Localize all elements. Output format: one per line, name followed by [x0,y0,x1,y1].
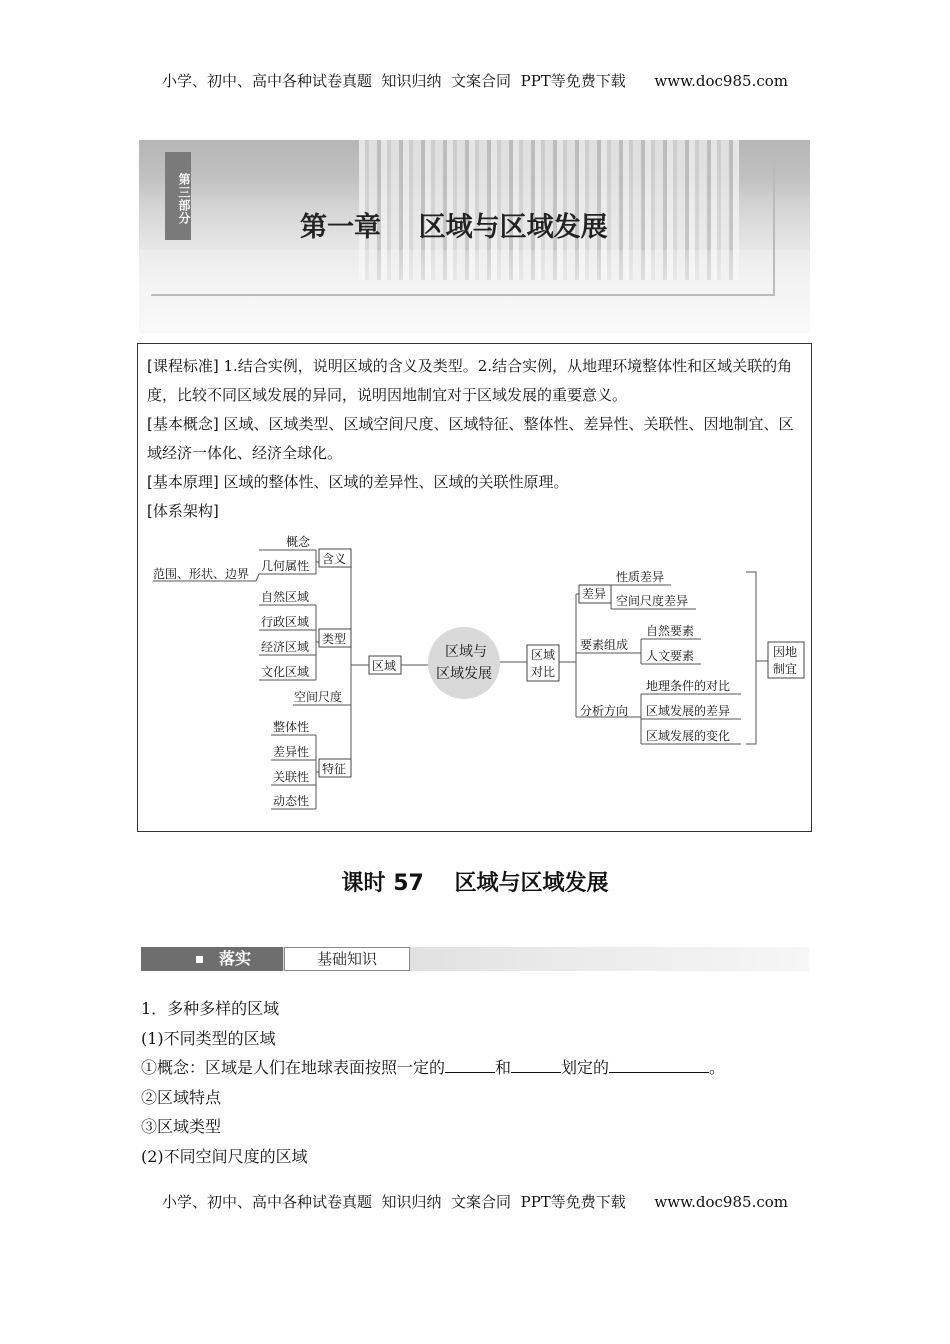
node-type-4: 文化区域 [261,665,310,679]
node-analysis: 分析方向 [580,704,629,718]
para-2-b: 和 [495,1058,512,1078]
section-dark-label: 落实 [219,949,252,968]
node-features: 特征 [322,762,347,776]
node-type-3: 经济区域 [261,640,310,654]
node-compare-1: 区域 [531,648,556,662]
node-meaning: 含义 [322,552,347,566]
page-header: 小学、初中、高中各种试卷真题 知识归纳 文案合同 PPT等免费下载 www.doc985.com [161,72,788,90]
page-footer: 小学、初中、高中各种试卷真题 知识归纳 文案合同 PPT等免费下载 www.doc985.com [161,1193,788,1211]
concept-text: 区域、区域类型、区域空间尺度、区域特征、整体性、差异性、关联性、因地制宜、区域经济一体化、经济全球化。 [147,415,794,462]
node-difference: 差异 [582,587,607,601]
para-5: (2)不同空间尺度的区域 [141,1146,308,1166]
concept-map [138,344,813,833]
curriculum-label: [课程标准] [147,357,219,375]
para-2-d: 。 [709,1058,726,1078]
square-bullet-icon [196,956,203,963]
node-adapt-1: 因地 [773,645,798,659]
node-diff-1: 性质差异 [616,570,665,584]
node-scale: 空间尺度 [294,690,343,704]
blank-1[interactable] [445,1054,495,1073]
heading-1: 1．多种多样的区域 [141,999,280,1018]
para-1: (1)不同类型的区域 [141,1028,276,1048]
section-dark-tab [141,947,283,971]
part-label: 第三部分 [165,152,191,240]
node-feature-1: 整体性 [273,720,310,734]
center-node [428,627,500,699]
para-4: ③区域类型 [141,1117,222,1137]
blank-3[interactable] [609,1054,709,1073]
node-geometry: 几何属性 [261,559,310,573]
node-element-1: 自然要素 [646,624,695,638]
curriculum-text: 1.结合实例，说明区域的含义及类型。2.结合实例，从地理环境整体性和区域关联的角度，比较不同区域发展的异同，说明因地制宜对于区域发展的重要意义。 [147,357,793,404]
node-elements: 要素组成 [580,638,629,652]
section-light-label: 基础知识 [284,947,410,971]
node-analysis-2: 区域发展的差异 [646,704,731,718]
node-feature-4: 动态性 [273,794,310,808]
para-2 [141,1053,821,1083]
chapter-title: 第一章 区域与区域发展 [300,212,608,243]
node-feature-2: 差异性 [273,745,310,759]
lesson-content [141,994,821,1172]
principle-text: 区域的整体性、区域的差异性、区域的关联性原理。 [218,473,569,491]
para-2-a: ①概念：区域是人们在地球表面按照一定的 [141,1058,446,1078]
node-element-2: 人文要素 [646,649,695,663]
node-analysis-1: 地理条件的对比 [646,679,731,693]
blank-2[interactable] [511,1054,561,1073]
node-type-1: 自然区域 [261,590,310,604]
node-compare-2: 对比 [531,665,556,679]
center-line-2: 区域发展 [436,666,492,682]
framework-label: [体系架构] [147,502,219,520]
node-feature-3: 关联性 [273,770,310,784]
node-type-2: 行政区域 [261,615,310,629]
para-3: ②区域特点 [141,1087,222,1107]
node-adapt-2: 制宜 [773,662,798,676]
para-2-c: 划定的 [561,1058,610,1078]
node-diff-2: 空间尺度差异 [616,594,689,608]
node-region: 区域 [372,659,397,673]
concept-label: [基本概念] [147,415,219,433]
standards-box [137,343,812,832]
node-geometry-detail: 范围、形状、边界 [153,567,250,581]
lesson-title: 课时 57 区域与区域发展 [341,871,609,896]
node-analysis-3: 区域发展的变化 [646,729,731,743]
center-line-1: 区域与 [445,644,487,660]
node-types: 类型 [322,632,347,646]
node-concept: 概念 [286,535,311,549]
principle-label: [基本原理] [147,473,219,491]
